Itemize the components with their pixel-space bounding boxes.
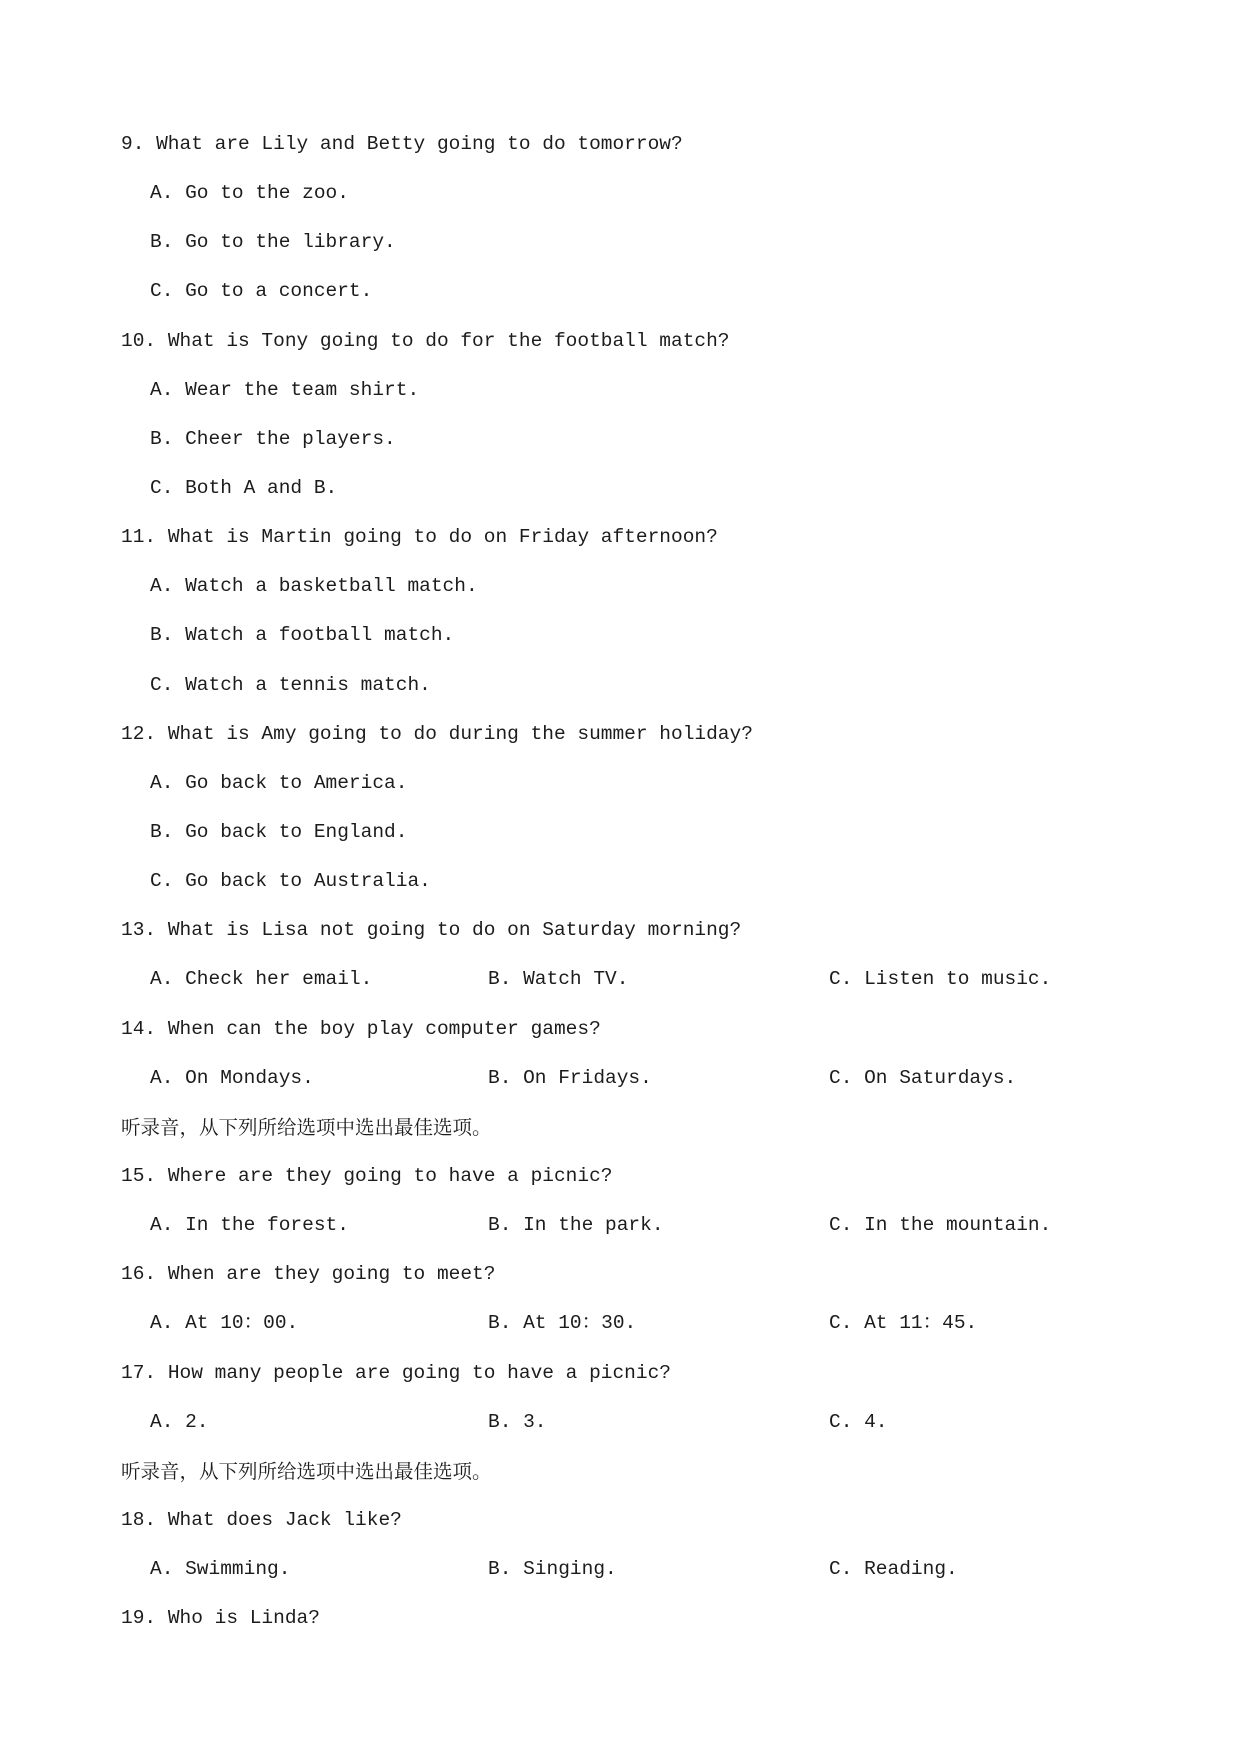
question-text: What does Jack like? [167,1508,402,1531]
option-text: In the park. [523,1214,664,1237]
question-19 [121,1594,1121,1643]
question-number: 9. [121,133,145,155]
option-text: Listen to music. [864,968,1052,991]
option-11-a [121,562,1121,611]
option-18-c [829,1545,958,1594]
option-text: Go back to Australia. [185,870,431,893]
option-14-b [488,1054,652,1103]
question-text: Who is Linda? [167,1607,320,1630]
question-text: What is Martin going to do on Friday afternoon? [167,526,718,549]
option-label: C. [150,476,174,499]
option-label: B. [150,427,174,450]
option-label: A. [150,378,174,401]
options-16 [121,1299,1121,1348]
section-instruction: 听录音，从下列所给选项中选出最佳选项。 [121,1459,492,1483]
option-17-a [150,1398,209,1447]
option-label: C. [829,1066,853,1089]
option-label: B. [488,968,512,991]
question-number: 10. [121,329,157,352]
options-15 [121,1201,1121,1250]
question-13 [121,906,1121,955]
option-label: B. [488,1312,512,1335]
option-label: B. [488,1214,512,1237]
option-text: Go to the zoo. [185,182,349,205]
option-13-b [488,955,628,1004]
option-10-c [121,464,1121,513]
option-text: Watch a football match. [185,624,455,647]
option-9-b [121,218,1121,267]
option-label: C. [829,1558,853,1581]
option-text: Wear the team shirt. [185,378,420,401]
option-15-c [829,1201,1051,1250]
question-9 [121,120,1121,169]
option-13-a [150,955,372,1004]
option-label: C. [829,1214,853,1237]
question-number: 11. [121,526,157,549]
option-label: B. [150,231,174,254]
option-10-b [121,415,1121,464]
question-10 [121,317,1121,366]
option-text: Go to a concert. [185,280,373,303]
section-instruction: 听录音，从下列所给选项中选出最佳选项。 [121,1115,492,1139]
option-14-a [150,1054,314,1103]
option-text: 4. [864,1410,888,1433]
question-12 [121,710,1121,759]
option-label: A. [150,968,174,991]
option-label: A. [150,1312,174,1335]
question-text: What is Tony going to do for the football match? [167,329,730,352]
option-text: Reading. [864,1558,958,1581]
option-label: A. [150,1558,174,1581]
question-text: How many people are going to have a picnic? [167,1361,671,1384]
option-text: In the mountain. [864,1214,1052,1237]
options-13 [121,955,1121,1004]
option-11-c [121,661,1121,710]
question-text: What are Lily and Betty going to do tomorrow? [156,133,683,155]
option-text: Both A and B. [185,476,338,499]
option-label: C. [150,870,174,893]
option-9-c [121,267,1121,316]
question-list [121,120,1121,1643]
option-label: B. [488,1410,512,1433]
question-16 [121,1250,1121,1299]
option-12-c [121,857,1121,906]
option-text: Watch TV. [523,968,629,991]
option-text: 2. [185,1410,209,1433]
question-number: 14. [121,1017,157,1040]
option-label: A. [150,182,174,205]
option-text: Watch a tennis match. [185,673,431,696]
question-18 [121,1496,1121,1545]
question-17 [121,1349,1121,1398]
option-label: C. [829,968,853,991]
option-label: A. [150,1214,174,1237]
option-text: On Fridays. [523,1066,652,1089]
option-label: B. [150,624,174,647]
options-18 [121,1545,1121,1594]
option-15-a [150,1201,349,1250]
question-text: What is Lisa not going to do on Saturday morning? [167,919,742,942]
option-9-a [121,169,1121,218]
option-text: Go back to England. [185,820,408,843]
option-label: A. [150,1410,174,1433]
question-text: What is Amy going to do during the summer holiday? [167,722,753,745]
option-label: A. [150,771,174,794]
question-15 [121,1152,1121,1201]
option-text: On Saturdays. [864,1066,1017,1089]
option-16-b [488,1299,636,1348]
option-10-a [121,366,1121,415]
option-text: At 11：45. [864,1312,978,1335]
question-text: Where are they going to have a picnic? [167,1164,613,1187]
option-text: Watch a basketball match. [185,575,478,598]
question-11 [121,513,1121,562]
option-text: At 10：00. [185,1312,299,1335]
option-18-b [488,1545,617,1594]
question-number: 12. [121,722,157,745]
question-text: When are they going to meet? [167,1263,496,1286]
option-label: C. [150,280,174,303]
option-text: Go to the library. [185,231,396,254]
option-label: B. [150,820,174,843]
option-11-b [121,611,1121,660]
option-label: B. [488,1066,512,1089]
option-15-b [488,1201,664,1250]
option-text: In the forest. [185,1214,349,1237]
option-label: C. [150,673,174,696]
option-label: B. [488,1558,512,1581]
option-17-b [488,1398,547,1447]
question-number: 17. [121,1361,157,1384]
option-label: A. [150,1066,174,1089]
options-17 [121,1398,1121,1447]
option-text: Swimming. [185,1558,291,1581]
option-text: Check her email. [185,968,373,991]
option-label: C. [829,1410,853,1433]
option-text: Singing. [523,1558,617,1581]
question-number: 15. [121,1164,157,1187]
option-12-b [121,808,1121,857]
option-text: Go back to America. [185,771,408,794]
option-14-c [829,1054,1016,1103]
option-text: Cheer the players. [185,427,396,450]
question-text: When can the boy play computer games? [167,1017,601,1040]
question-number: 16. [121,1263,157,1286]
question-number: 13. [121,919,157,942]
option-text: On Mondays. [185,1066,314,1089]
question-14 [121,1005,1121,1054]
option-text: At 10：30. [523,1312,637,1335]
option-16-c [829,1299,977,1348]
option-label: C. [829,1312,853,1335]
question-number: 18. [121,1508,157,1531]
option-18-a [150,1545,290,1594]
option-13-c [829,955,1051,1004]
option-16-a [150,1299,298,1348]
options-14 [121,1054,1121,1103]
option-17-c [829,1398,888,1447]
option-12-a [121,759,1121,808]
option-label: A. [150,575,174,598]
question-number: 19. [121,1607,157,1630]
option-text: 3. [523,1410,547,1433]
